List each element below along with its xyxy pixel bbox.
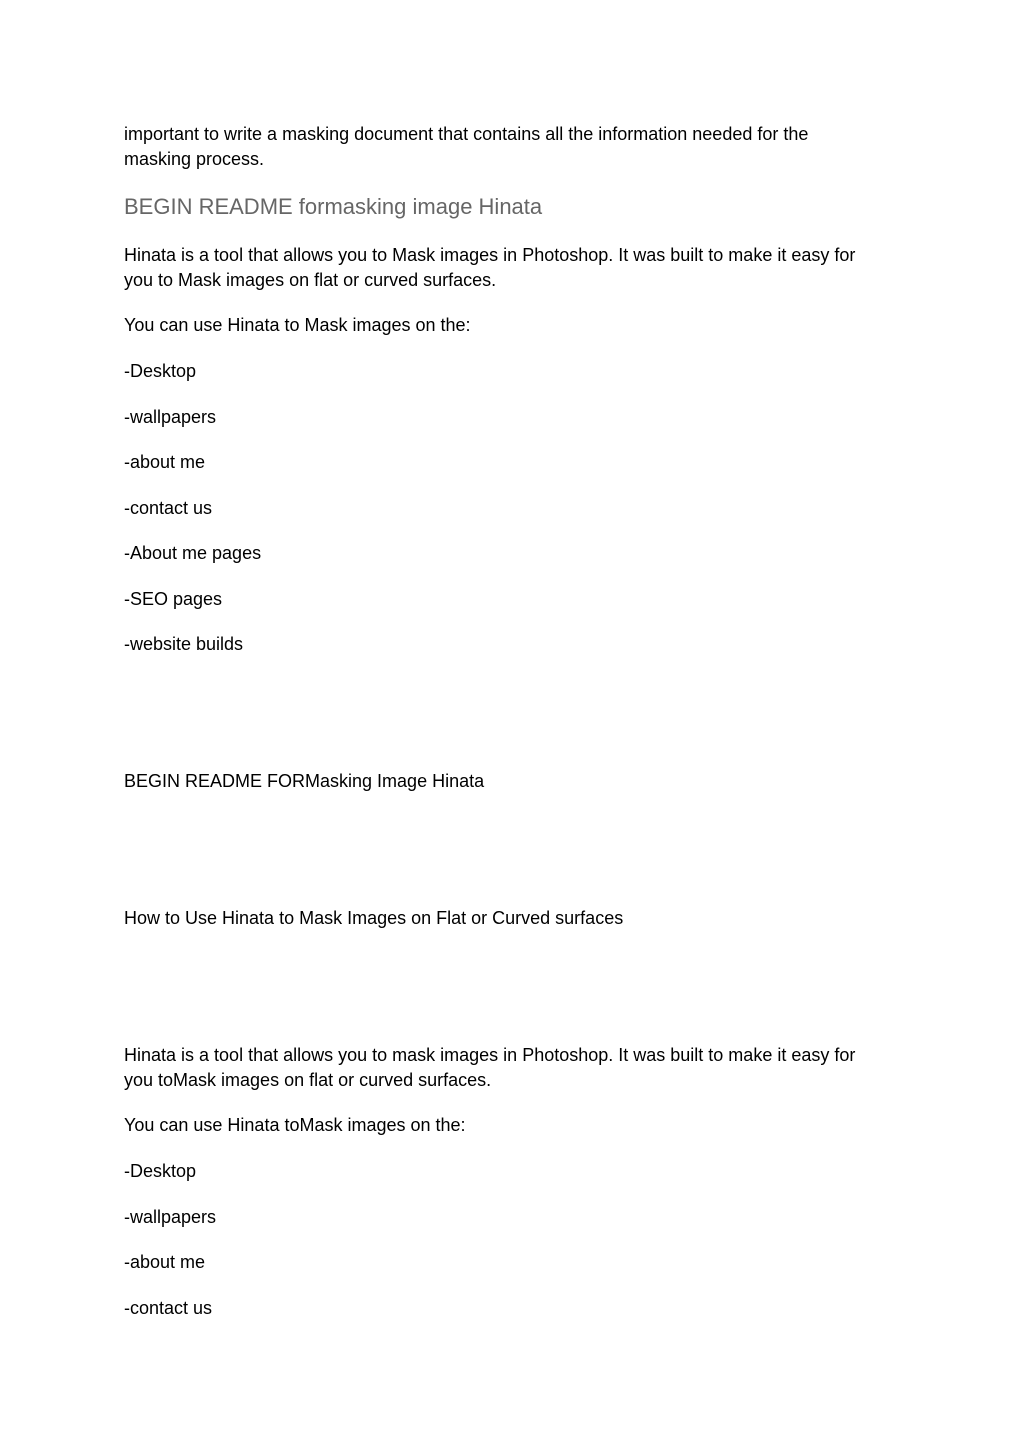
section1-para1-line1: Hinata is a tool that allows you to Mask images in Photoshop. It was built to make it easy for bbox=[124, 245, 856, 265]
list-item: -About me pages bbox=[124, 543, 262, 563]
how-to-heading: How to Use Hinata to Mask Images on Flat or Curved surfaces bbox=[124, 908, 624, 928]
list-item: -website builds bbox=[124, 634, 244, 654]
list-item: -about me bbox=[124, 1252, 206, 1272]
section2-para1-line1: Hinata is a tool that allows you to mask images in Photoshop. It was built to make it easy for bbox=[124, 1045, 856, 1065]
list-item: -wallpapers bbox=[124, 407, 217, 427]
section1-para1-line2: you to Mask images on flat or curved surfaces. bbox=[124, 270, 497, 290]
readme-subheading: BEGIN README FORMasking Image Hinata bbox=[124, 771, 485, 791]
section1-para2: You can use Hinata to Mask images on the: bbox=[124, 315, 471, 335]
section2-para1-line2: you toMask images on flat or curved surfaces. bbox=[124, 1070, 492, 1090]
list-item: -contact us bbox=[124, 498, 213, 518]
list-item: -Desktop bbox=[124, 361, 197, 381]
list-item: -contact us bbox=[124, 1298, 213, 1318]
section2-para2: You can use Hinata toMask images on the: bbox=[124, 1115, 466, 1135]
list-item: -wallpapers bbox=[124, 1207, 217, 1227]
list-item: -about me bbox=[124, 452, 206, 472]
list-item: -Desktop bbox=[124, 1161, 197, 1181]
list-item: -SEO pages bbox=[124, 589, 223, 609]
intro-line-1: important to write a masking document that contains all the information needed for the bbox=[124, 124, 809, 144]
readme-heading: BEGIN README formasking image Hinata bbox=[124, 194, 543, 219]
intro-line-2: masking process. bbox=[124, 149, 265, 169]
